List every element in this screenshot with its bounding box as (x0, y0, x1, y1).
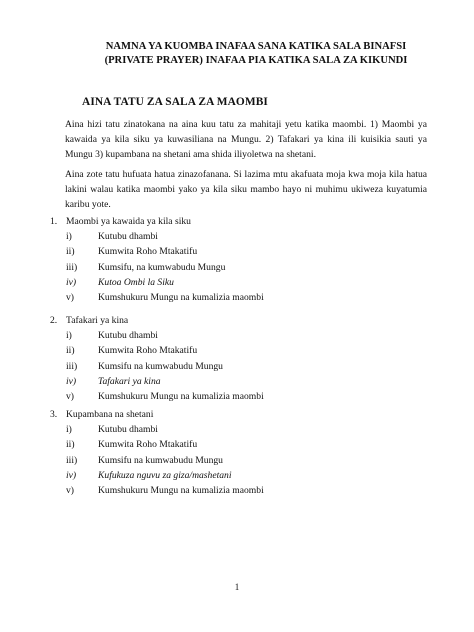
item-numeral: iv) (66, 469, 77, 481)
list-title-text: Tafakari ya kina (66, 315, 129, 326)
list-item (50, 244, 450, 259)
prayer-type-list-2 (50, 313, 450, 404)
item-text: Kumsifu na kumwabudu Mungu (98, 360, 223, 372)
item-text: Tafakari ya kina (98, 375, 161, 387)
list-title-text: Kupambana na shetani (66, 409, 154, 420)
steps-paragraph: Aina zote tatu hufuata hatua zinazofanana. Si lazima mtu akafuata moja kwa moja kila hatua lakini walau katika maombi yako ya kila siku mambo hayo ni muhimu ukiweza kuyatumia karibu yote. (65, 169, 427, 210)
list-item (50, 374, 450, 389)
list-item (50, 453, 450, 468)
section-heading: AINA TATU ZA SALA ZA MAOMBI (82, 96, 268, 108)
item-text: Kumwita Roho Mtakatifu (98, 246, 198, 258)
item-text: Kumshukuru Mungu na kumalizia maombi (98, 485, 264, 497)
prayer-type-list-3 (50, 407, 450, 498)
list-title (50, 214, 450, 229)
list-item (50, 229, 450, 244)
list-item (50, 468, 450, 483)
list-item (50, 437, 450, 452)
item-text: Kutoa Ombi la Siku (98, 276, 174, 288)
item-numeral: iii) (66, 360, 78, 372)
list-item (50, 260, 450, 275)
item-numeral: ii) (66, 246, 75, 258)
list-item (50, 343, 450, 358)
list-title (50, 407, 450, 422)
list-title (50, 313, 450, 328)
list-item (50, 359, 450, 374)
item-numeral: iv) (66, 375, 77, 387)
item-numeral: v) (66, 292, 74, 304)
list-item (50, 389, 450, 404)
list-item (50, 290, 450, 305)
item-numeral: ii) (66, 439, 75, 451)
item-numeral: iii) (66, 261, 78, 273)
item-text: Kumsifu na kumwabudu Mungu (98, 454, 223, 466)
item-numeral: v) (66, 391, 74, 403)
list-item (50, 483, 450, 498)
intro-paragraph: Aina hizi tatu zinatokana na aina kuu tatu za mahitaji yetu katika maombi. 1) Maombi ya kawaida ya kila siku ya kuwasiliana na Mungu. 2) Tafakari ya kina ili kuisikia sauti ya Mungu 3) kupambana na shetani ama shida iliyoletwa na shetani. (65, 119, 427, 160)
item-numeral: ii) (66, 345, 75, 357)
list-number: 1. (50, 216, 58, 227)
document-title-line-1: NAMNA YA KUOMBA INAFAA SANA KATIKA SALA BINAFSI (105, 41, 407, 52)
item-numeral: v) (66, 485, 74, 497)
list-number: 2. (50, 315, 58, 326)
document-title-line-2: (PRIVATE PRAYER) INAFAA PIA KATIKA SALA ZA KIKUNDI (104, 55, 408, 66)
list-title-text: Maombi ya kawaida ya kila siku (66, 216, 191, 227)
item-text: Kumwita Roho Mtakatifu (98, 439, 198, 451)
item-numeral: iv) (66, 276, 77, 288)
page-number: 1 (234, 582, 240, 592)
item-text: Kumwita Roho Mtakatifu (98, 345, 198, 357)
item-text: Kutubu dhambi (98, 424, 158, 435)
item-text: Kutubu dhambi (98, 330, 158, 341)
list-number: 3. (50, 409, 58, 420)
item-numeral: iii) (66, 454, 78, 466)
item-text: Kumsifu, na kumwabudu Mungu (98, 261, 226, 273)
list-item (50, 422, 450, 437)
item-text: Kumshukuru Mungu na kumalizia maombi (98, 391, 264, 403)
list-item (50, 328, 450, 343)
item-numeral: i) (66, 330, 72, 341)
item-text: Kutubu dhambi (98, 231, 158, 242)
prayer-type-list-1 (50, 214, 450, 305)
item-numeral: i) (66, 424, 72, 435)
item-text: Kumshukuru Mungu na kumalizia maombi (98, 292, 264, 304)
item-text: Kufukuza nguvu za giza/mashetani (98, 469, 232, 481)
list-item (50, 275, 450, 290)
item-numeral: i) (66, 231, 72, 242)
